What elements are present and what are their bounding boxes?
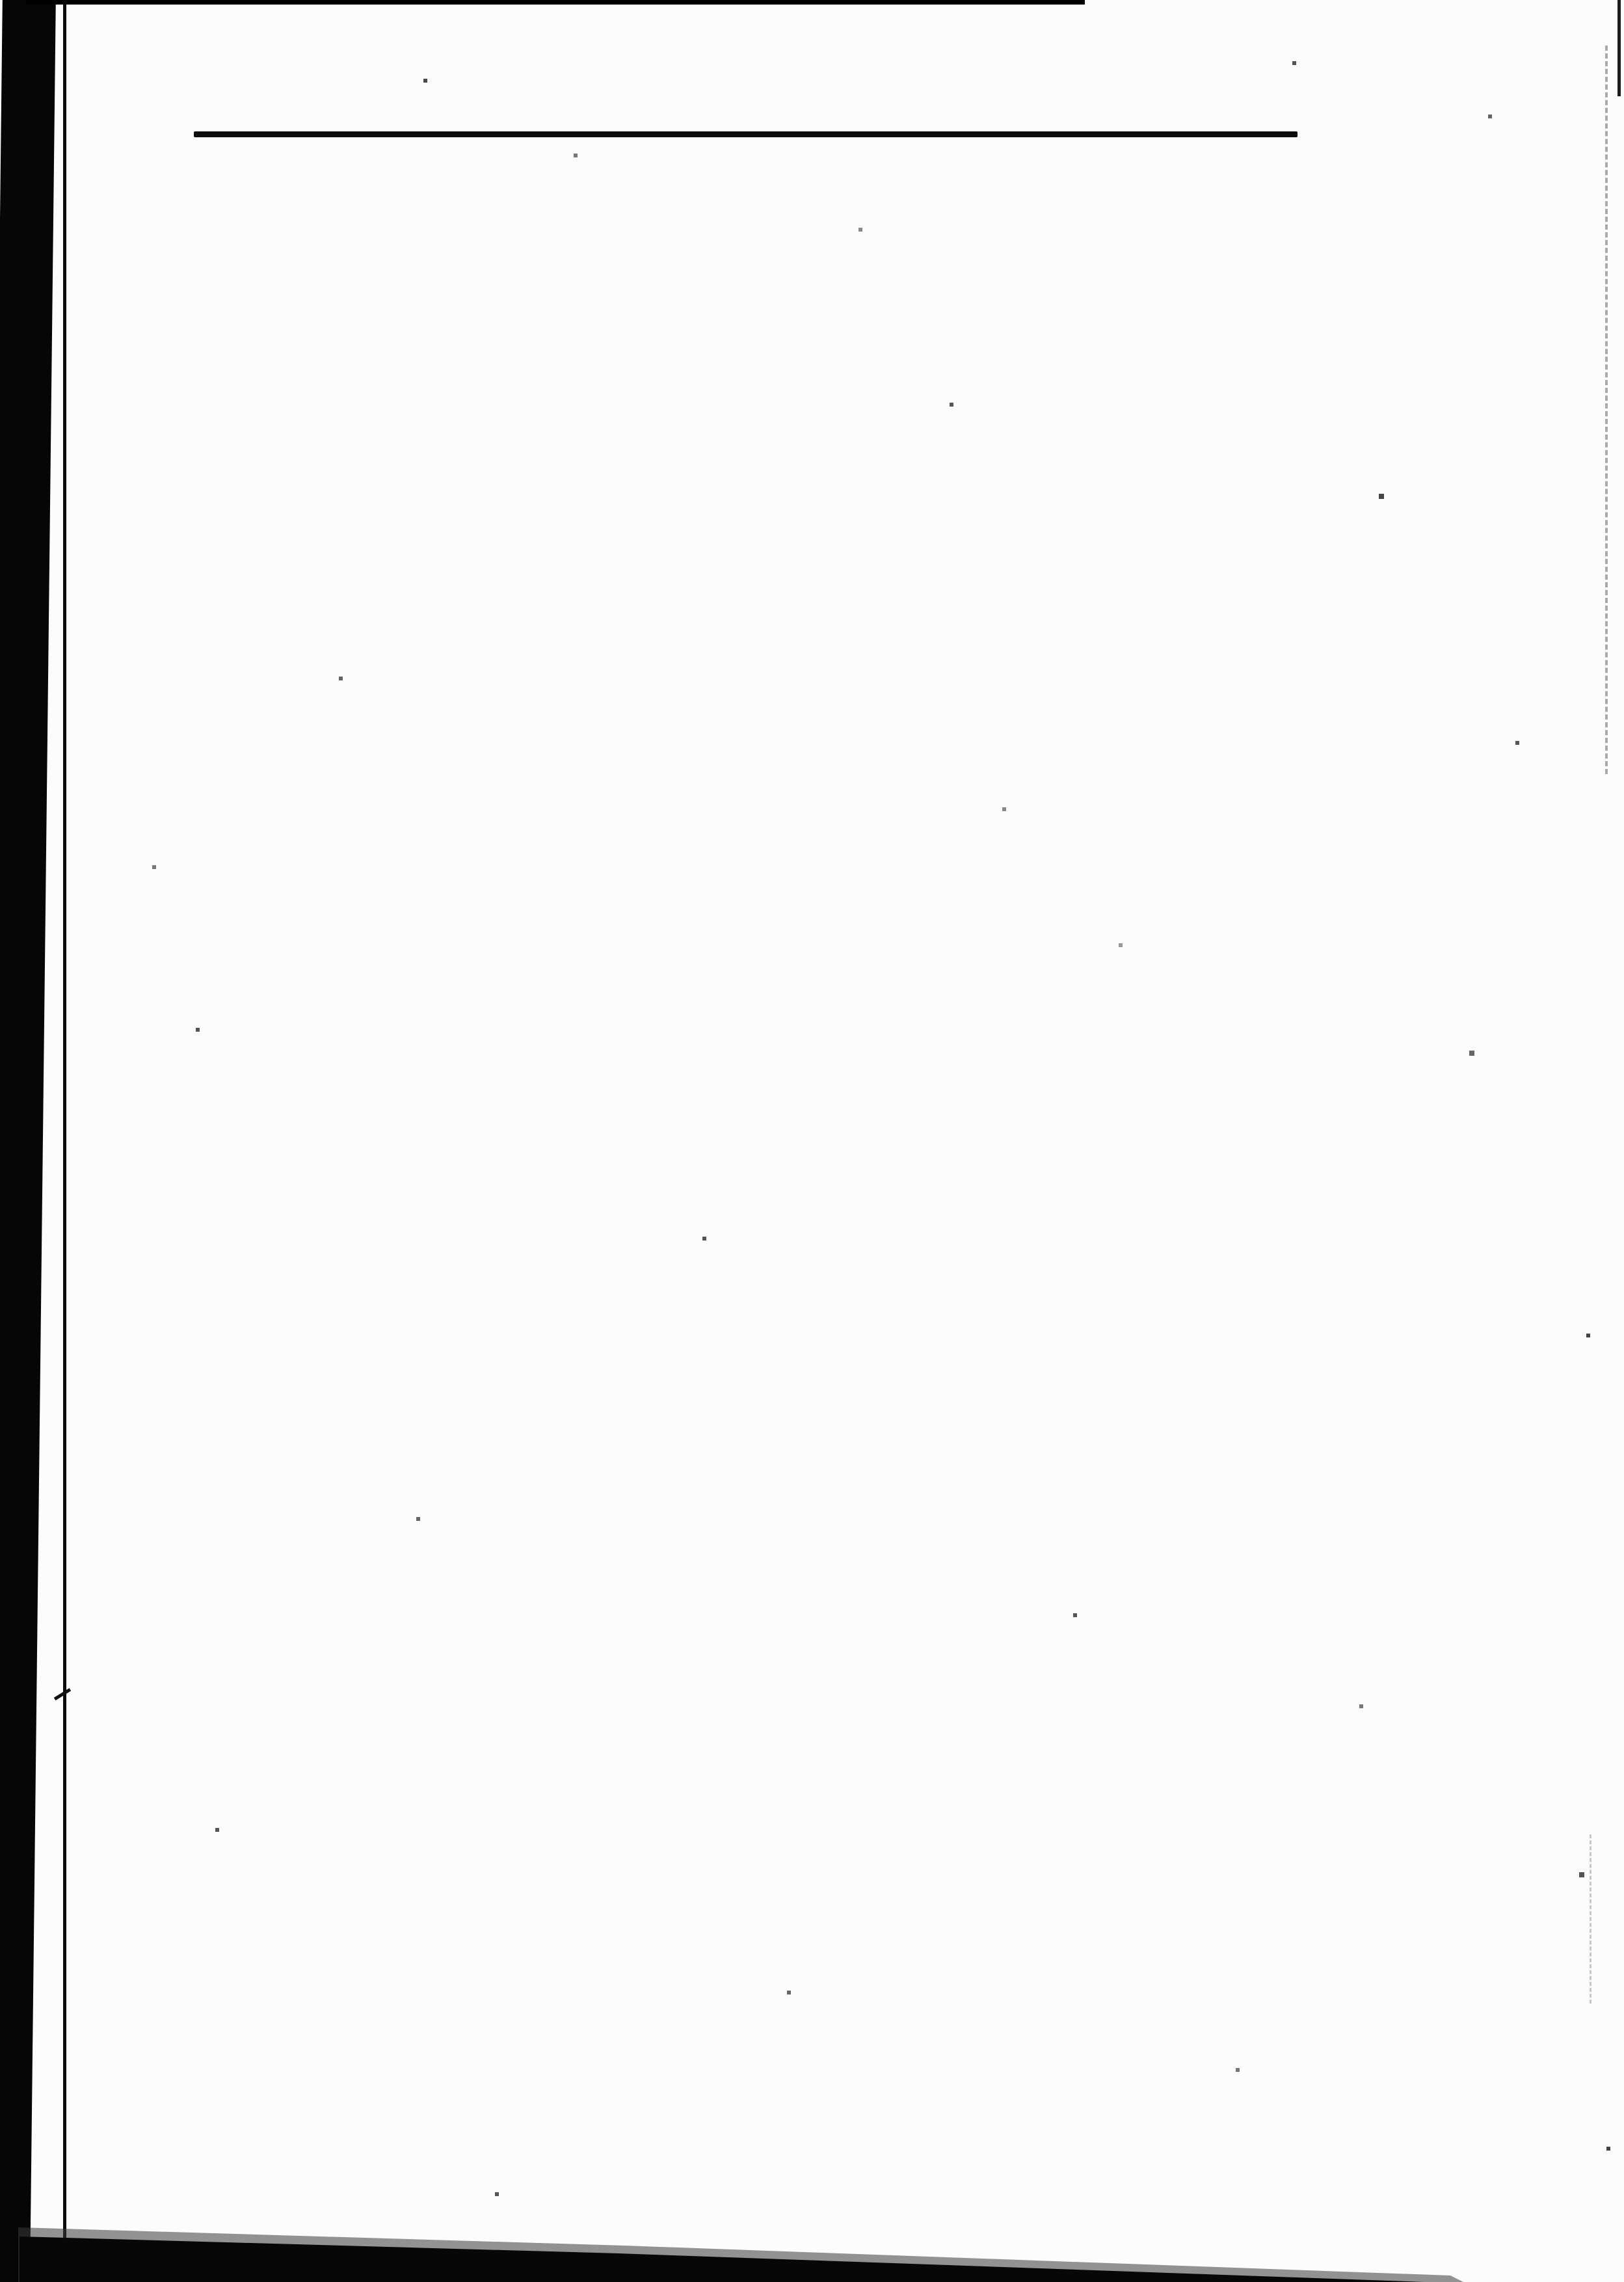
worksheet-content: [192, 195, 1519, 342]
right-edge-mark: [1617, 0, 1621, 96]
header-rule: [194, 131, 1298, 137]
scan-noise-specks: [0, 0, 1, 1]
margin-line: [63, 0, 66, 2243]
margin-tick-artifact: [54, 1688, 71, 1700]
right-dotted-streak: [1590, 1834, 1591, 2004]
right-dotted-streak: [1605, 46, 1608, 774]
binding-shadow-band: [0, 0, 56, 2282]
progress-test-heading: [192, 225, 1519, 277]
top-scan-line: [26, 0, 1085, 5]
